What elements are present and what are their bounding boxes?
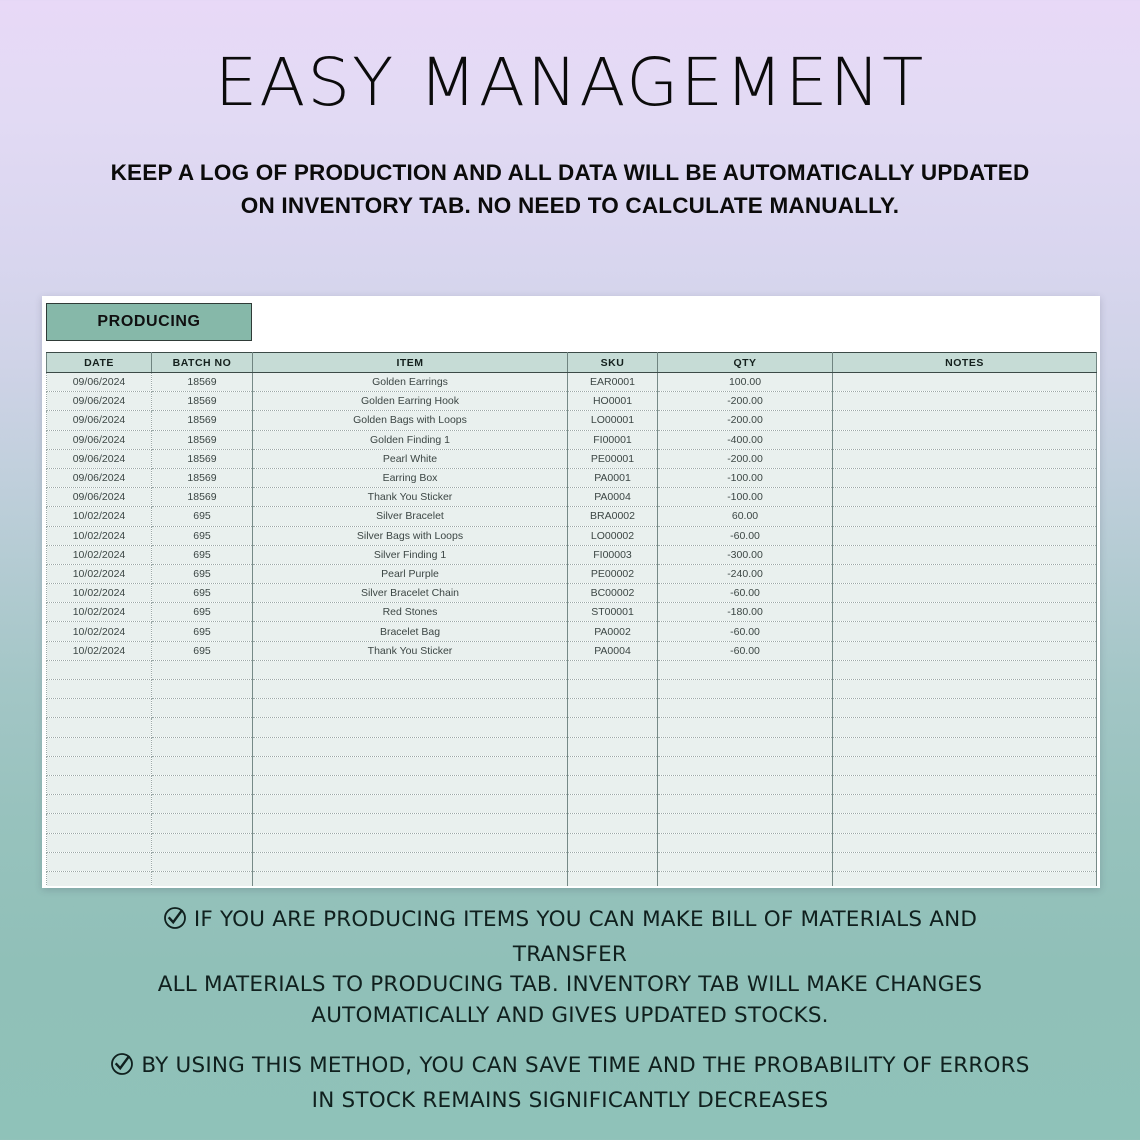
cell-batch-no[interactable]: 695 — [152, 564, 253, 583]
cell-item[interactable] — [253, 871, 568, 886]
cell-sku[interactable]: ST00001 — [568, 603, 658, 622]
cell-batch-no[interactable] — [152, 871, 253, 886]
producing-tab-label: PRODUCING — [97, 313, 201, 330]
cell-item[interactable]: Bracelet Bag — [253, 622, 568, 641]
cell-batch-no[interactable]: 695 — [152, 622, 253, 641]
cell-notes[interactable] — [833, 852, 1097, 871]
cell-notes[interactable] — [833, 584, 1097, 603]
table-row[interactable] — [47, 584, 1097, 603]
cell-item[interactable]: Red Stones — [253, 603, 568, 622]
table-row-empty[interactable] — [47, 756, 1097, 775]
cell-item[interactable] — [253, 756, 568, 775]
cell-qty[interactable]: -200.00 — [658, 449, 833, 468]
cell-batch-no[interactable]: 18569 — [152, 488, 253, 507]
cell-notes[interactable] — [833, 641, 1097, 660]
cell-sku[interactable] — [568, 680, 658, 699]
cell-sku[interactable]: PA0004 — [568, 488, 658, 507]
cell-batch-no[interactable] — [152, 737, 253, 756]
table-row-empty[interactable] — [47, 833, 1097, 852]
cell-notes[interactable] — [833, 680, 1097, 699]
cell-sku[interactable]: FI00003 — [568, 545, 658, 564]
table-row[interactable] — [47, 603, 1097, 622]
cell-notes[interactable] — [833, 775, 1097, 794]
production-log-table — [46, 352, 1097, 886]
cell-qty[interactable] — [658, 718, 833, 737]
page-title: EASY MANAGEMENT — [214, 44, 926, 121]
cell-sku[interactable]: EAR0001 — [568, 373, 658, 392]
cell-notes[interactable] — [833, 699, 1097, 718]
cell-item[interactable]: Golden Bags with Loops — [253, 411, 568, 430]
cell-item[interactable]: Thank You Sticker — [253, 488, 568, 507]
cell-qty[interactable]: -60.00 — [658, 584, 833, 603]
cell-batch-no[interactable] — [152, 680, 253, 699]
table-row-empty[interactable] — [47, 814, 1097, 833]
cell-item[interactable]: Thank You Sticker — [253, 641, 568, 660]
column-header-date[interactable]: DATE — [47, 353, 152, 373]
cell-date[interactable]: 10/02/2024 — [47, 545, 152, 564]
table-row-empty[interactable] — [47, 795, 1097, 814]
cell-date[interactable] — [47, 871, 152, 886]
cell-sku[interactable]: FI00001 — [568, 430, 658, 449]
cell-qty[interactable]: -240.00 — [658, 564, 833, 583]
cell-notes[interactable] — [833, 488, 1097, 507]
cell-sku[interactable] — [568, 814, 658, 833]
table-row[interactable] — [47, 641, 1097, 660]
cell-notes[interactable] — [833, 718, 1097, 737]
hero-subtitle — [65, 157, 1075, 222]
check-circle-icon — [163, 906, 187, 940]
cell-qty[interactable]: 60.00 — [658, 507, 833, 526]
cell-notes[interactable] — [833, 373, 1097, 392]
cell-sku[interactable] — [568, 660, 658, 679]
hero-subtitle-line-2: ON INVENTORY TAB. NO NEED TO CALCULATE MANUALLY. — [240, 192, 900, 218]
cell-notes[interactable] — [833, 449, 1097, 468]
table-row[interactable] — [47, 449, 1097, 468]
cell-qty[interactable]: -300.00 — [658, 545, 833, 564]
cell-sku[interactable] — [568, 833, 658, 852]
table-row[interactable] — [47, 468, 1097, 487]
cell-qty[interactable] — [658, 756, 833, 775]
cell-date[interactable]: 10/02/2024 — [47, 526, 152, 545]
cell-notes[interactable] — [833, 430, 1097, 449]
sheet-toolbar — [42, 296, 1100, 352]
cell-sku[interactable] — [568, 795, 658, 814]
cell-notes[interactable] — [833, 814, 1097, 833]
cell-date[interactable]: 10/02/2024 — [47, 641, 152, 660]
check-circle-icon — [110, 1052, 134, 1086]
table-row-empty[interactable] — [47, 852, 1097, 871]
cell-batch-no[interactable] — [152, 718, 253, 737]
cell-qty[interactable] — [658, 660, 833, 679]
cell-sku[interactable]: PA0001 — [568, 468, 658, 487]
cell-date[interactable] — [47, 718, 152, 737]
cell-qty[interactable]: -200.00 — [658, 411, 833, 430]
cell-sku[interactable]: HO0001 — [568, 392, 658, 411]
cell-item[interactable]: Silver Bracelet Chain — [253, 584, 568, 603]
cell-item[interactable] — [253, 718, 568, 737]
cell-batch-no[interactable] — [152, 775, 253, 794]
cell-batch-no[interactable] — [152, 795, 253, 814]
cell-date[interactable] — [47, 833, 152, 852]
footer-bullets — [0, 905, 1140, 1116]
cell-date[interactable] — [47, 699, 152, 718]
cell-item[interactable] — [253, 775, 568, 794]
column-header-sku[interactable]: SKU — [568, 353, 658, 373]
cell-batch-no[interactable]: 18569 — [152, 449, 253, 468]
table-row[interactable] — [47, 622, 1097, 641]
cell-qty[interactable] — [658, 871, 833, 886]
cell-batch-no[interactable]: 695 — [152, 545, 253, 564]
cell-item[interactable]: Silver Bracelet — [253, 507, 568, 526]
table-header-row — [47, 353, 1097, 373]
cell-sku[interactable] — [568, 718, 658, 737]
cell-item[interactable] — [253, 814, 568, 833]
cell-batch-no[interactable] — [152, 852, 253, 871]
cell-item[interactable]: Golden Finding 1 — [253, 430, 568, 449]
cell-sku[interactable]: PE00002 — [568, 564, 658, 583]
cell-notes[interactable] — [833, 737, 1097, 756]
cell-notes[interactable] — [833, 756, 1097, 775]
cell-item[interactable] — [253, 660, 568, 679]
cell-date[interactable]: 10/02/2024 — [47, 622, 152, 641]
cell-notes[interactable] — [833, 622, 1097, 641]
cell-sku[interactable] — [568, 852, 658, 871]
cell-sku[interactable]: PA0004 — [568, 641, 658, 660]
cell-qty[interactable]: -60.00 — [658, 622, 833, 641]
cell-notes[interactable] — [833, 660, 1097, 679]
cell-date[interactable]: 10/02/2024 — [47, 603, 152, 622]
cell-notes[interactable] — [833, 795, 1097, 814]
bullet-item — [105, 1051, 1035, 1116]
cell-qty[interactable] — [658, 852, 833, 871]
cell-date[interactable] — [47, 795, 152, 814]
cell-item[interactable] — [253, 795, 568, 814]
cell-notes[interactable] — [833, 392, 1097, 411]
cell-batch-no[interactable] — [152, 814, 253, 833]
column-header-batch-no[interactable]: BATCH NO — [152, 353, 253, 373]
cell-sku[interactable]: LO00002 — [568, 526, 658, 545]
hero-header — [0, 0, 1140, 223]
cell-item[interactable] — [253, 737, 568, 756]
cell-date[interactable] — [47, 756, 152, 775]
cell-date[interactable] — [47, 852, 152, 871]
cell-notes[interactable] — [833, 526, 1097, 545]
cell-sku[interactable]: BRA0002 — [568, 507, 658, 526]
cell-qty[interactable] — [658, 699, 833, 718]
spreadsheet-panel — [42, 296, 1100, 888]
table-row-empty[interactable] — [47, 871, 1097, 886]
cell-notes[interactable] — [833, 411, 1097, 430]
cell-qty[interactable]: -100.00 — [658, 488, 833, 507]
cell-item[interactable]: Pearl White — [253, 449, 568, 468]
cell-batch-no[interactable]: 18569 — [152, 392, 253, 411]
cell-date[interactable] — [47, 660, 152, 679]
cell-date[interactable] — [47, 775, 152, 794]
cell-qty[interactable]: -60.00 — [658, 641, 833, 660]
cell-notes[interactable] — [833, 545, 1097, 564]
cell-batch-no[interactable]: 18569 — [152, 430, 253, 449]
cell-qty[interactable]: -200.00 — [658, 392, 833, 411]
cell-date[interactable]: 09/06/2024 — [47, 430, 152, 449]
table-row-empty[interactable] — [47, 775, 1097, 794]
table-row-empty[interactable] — [47, 718, 1097, 737]
cell-item[interactable]: Golden Earrings — [253, 373, 568, 392]
table-row-empty[interactable] — [47, 680, 1097, 699]
cell-batch-no[interactable]: 695 — [152, 507, 253, 526]
cell-notes[interactable] — [833, 871, 1097, 886]
producing-tab-button[interactable] — [46, 303, 252, 341]
hero-subtitle-line-1: KEEP A LOG OF PRODUCTION AND ALL DATA WILL BE AUTOMATICALLY UPDATED — [110, 160, 1030, 186]
bullet-text-line-2: IN STOCK REMAINS SIGNIFICANTLY DECREASES — [311, 1087, 829, 1113]
cell-notes[interactable] — [833, 833, 1097, 852]
cell-item[interactable] — [253, 833, 568, 852]
cell-qty[interactable]: -180.00 — [658, 603, 833, 622]
table-row[interactable] — [47, 564, 1097, 583]
table-row[interactable] — [47, 545, 1097, 564]
cell-qty[interactable] — [658, 775, 833, 794]
table-row[interactable] — [47, 488, 1097, 507]
cell-batch-no[interactable]: 695 — [152, 641, 253, 660]
table-row[interactable] — [47, 430, 1097, 449]
cell-sku[interactable]: BC00002 — [568, 584, 658, 603]
cell-item[interactable] — [253, 680, 568, 699]
cell-item[interactable]: Earring Box — [253, 468, 568, 487]
cell-date[interactable]: 09/06/2024 — [47, 392, 152, 411]
cell-qty[interactable]: -400.00 — [658, 430, 833, 449]
cell-date[interactable]: 10/02/2024 — [47, 507, 152, 526]
cell-notes[interactable] — [833, 468, 1097, 487]
cell-date[interactable]: 10/02/2024 — [47, 584, 152, 603]
table-body — [47, 373, 1097, 887]
cell-date[interactable]: 09/06/2024 — [47, 468, 152, 487]
column-header-item[interactable]: ITEM — [253, 353, 568, 373]
column-header-qty[interactable]: QTY — [658, 353, 833, 373]
cell-qty[interactable] — [658, 814, 833, 833]
cell-batch-no[interactable] — [152, 699, 253, 718]
cell-qty[interactable] — [658, 680, 833, 699]
cell-item[interactable]: Golden Earring Hook — [253, 392, 568, 411]
bullet-text-line-3: AUTOMATICALLY AND GIVES UPDATED STOCKS. — [311, 1002, 829, 1028]
bullet-text-line-2: ALL MATERIALS TO PRODUCING TAB. INVENTORY TAB WILL MAKE CHANGES — [157, 972, 983, 998]
table-row[interactable] — [47, 411, 1097, 430]
sheet-grid-scroll[interactable] — [42, 352, 1100, 886]
cell-sku[interactable]: PA0002 — [568, 622, 658, 641]
cell-sku[interactable]: LO00001 — [568, 411, 658, 430]
table-row-empty[interactable] — [47, 699, 1097, 718]
cell-batch-no[interactable]: 695 — [152, 603, 253, 622]
cell-batch-no[interactable]: 18569 — [152, 373, 253, 392]
cell-notes[interactable] — [833, 564, 1097, 583]
cell-batch-no[interactable]: 695 — [152, 526, 253, 545]
cell-qty[interactable]: -60.00 — [658, 526, 833, 545]
cell-batch-no[interactable] — [152, 660, 253, 679]
bullet-text-line-1: IF YOU ARE PRODUCING ITEMS YOU CAN MAKE BILL OF MATERIALS AND TRANSFER — [193, 907, 978, 967]
cell-date[interactable] — [47, 737, 152, 756]
cell-item[interactable] — [253, 852, 568, 871]
cell-qty[interactable] — [658, 833, 833, 852]
cell-item[interactable] — [253, 699, 568, 718]
cell-sku[interactable] — [568, 737, 658, 756]
cell-sku[interactable] — [568, 756, 658, 775]
cell-sku[interactable] — [568, 871, 658, 886]
table-row[interactable] — [47, 373, 1097, 392]
cell-date[interactable]: 10/02/2024 — [47, 564, 152, 583]
cell-qty[interactable]: -100.00 — [658, 468, 833, 487]
cell-item[interactable]: Pearl Purple — [253, 564, 568, 583]
cell-sku[interactable] — [568, 699, 658, 718]
table-row[interactable] — [47, 392, 1097, 411]
cell-batch-no[interactable] — [152, 756, 253, 775]
cell-qty[interactable]: 100.00 — [658, 373, 833, 392]
cell-sku[interactable] — [568, 775, 658, 794]
cell-date[interactable]: 09/06/2024 — [47, 373, 152, 392]
table-row[interactable] — [47, 507, 1097, 526]
column-header-notes[interactable]: NOTES — [833, 353, 1097, 373]
cell-batch-no[interactable] — [152, 833, 253, 852]
cell-qty[interactable] — [658, 737, 833, 756]
table-row[interactable] — [47, 526, 1097, 545]
cell-batch-no[interactable]: 18569 — [152, 468, 253, 487]
cell-qty[interactable] — [658, 795, 833, 814]
cell-date[interactable] — [47, 680, 152, 699]
cell-sku[interactable]: PE00001 — [568, 449, 658, 468]
cell-batch-no[interactable]: 18569 — [152, 411, 253, 430]
bullet-text-line-1: BY USING THIS METHOD, YOU CAN SAVE TIME AND THE PROBABILITY OF ERRORS — [141, 1053, 1030, 1079]
table-row-empty[interactable] — [47, 737, 1097, 756]
cell-item[interactable]: Silver Finding 1 — [253, 545, 568, 564]
cell-item[interactable]: Silver Bags with Loops — [253, 526, 568, 545]
cell-date[interactable]: 09/06/2024 — [47, 488, 152, 507]
cell-date[interactable]: 09/06/2024 — [47, 411, 152, 430]
table-row-empty[interactable] — [47, 660, 1097, 679]
bullet-item — [105, 905, 1035, 1031]
cell-date[interactable] — [47, 814, 152, 833]
cell-batch-no[interactable]: 695 — [152, 584, 253, 603]
cell-notes[interactable] — [833, 603, 1097, 622]
cell-date[interactable]: 09/06/2024 — [47, 449, 152, 468]
cell-notes[interactable] — [833, 507, 1097, 526]
